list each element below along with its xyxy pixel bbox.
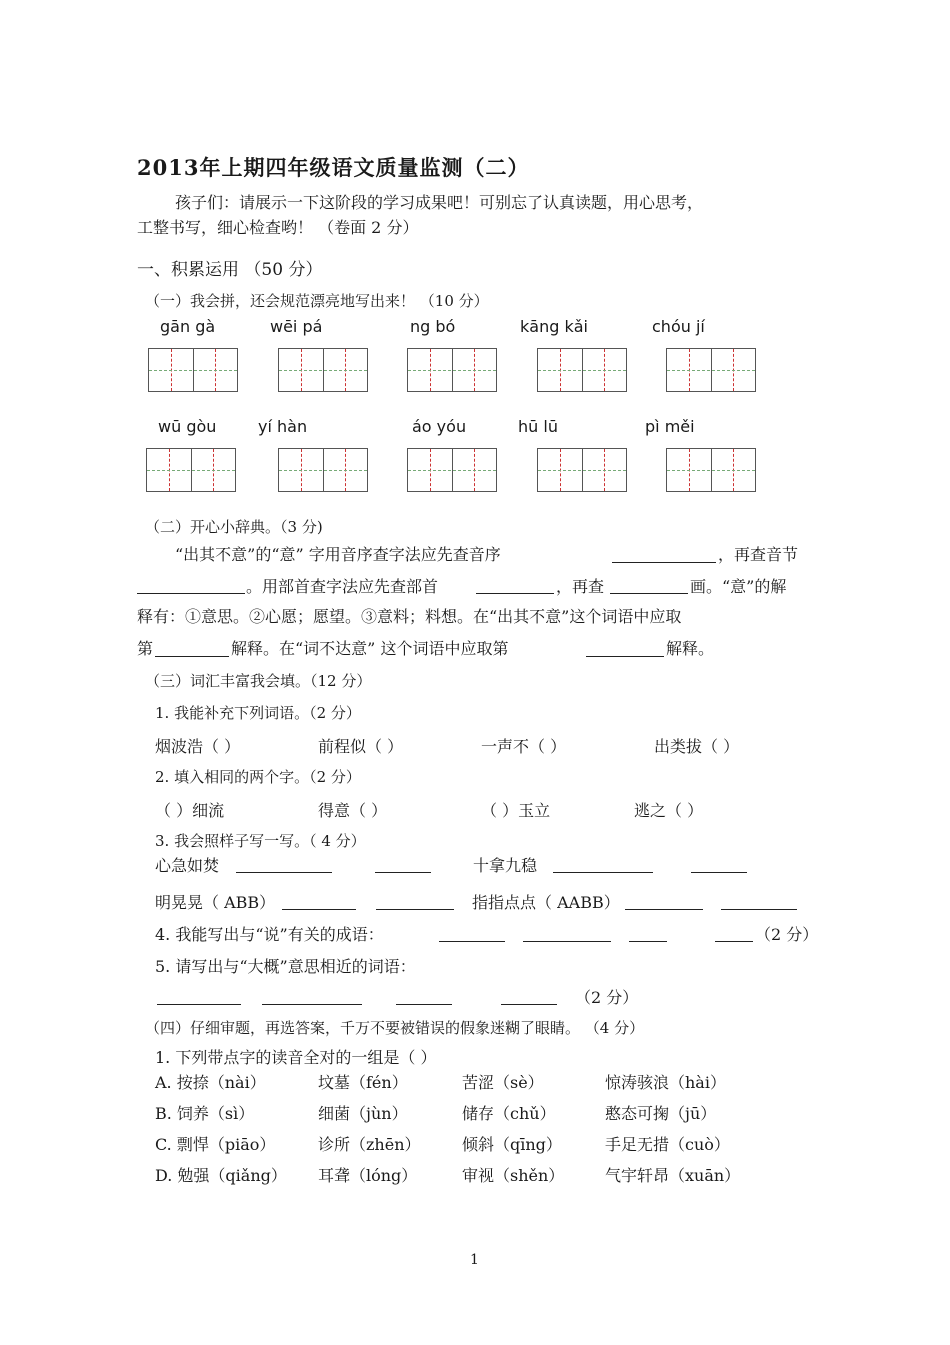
writing-grid[interactable] (278, 448, 368, 492)
option-c-4: 手足无措（cuò） (605, 1135, 730, 1154)
answer-blank[interactable] (523, 940, 611, 942)
intro-line-2: 工整书写，细心检查哟！ （卷面 2 分） (137, 218, 419, 237)
q3-2-item[interactable]: （ ）细流 (155, 801, 225, 820)
answer-blank[interactable] (155, 655, 229, 657)
q3-2-item[interactable]: 逃之（ ） (634, 801, 704, 820)
section-1-heading: 一、积累运用 （50 分） (137, 260, 323, 280)
dict-line-2a: 。用部首查字法应先查部首 (246, 577, 439, 596)
answer-blank[interactable] (721, 908, 797, 910)
q3-5-score: （2 分） (575, 988, 639, 1007)
dict-line-2c: 画。“意”的解 (690, 577, 787, 596)
q3-5-label: 5. 请写出与“大概”意思相近的词语： (155, 957, 416, 976)
q3-3-example-4: 指指点点（ AABB） (472, 893, 620, 912)
part-2-heading: （二）开心小辞典。（3 分) (145, 518, 323, 536)
answer-blank[interactable] (691, 871, 747, 873)
answer-blank[interactable] (157, 1003, 241, 1005)
q3-1-item[interactable]: 一声不（ ） (481, 737, 567, 756)
answer-blank[interactable] (625, 908, 703, 910)
part-3-heading: （三）词汇丰富我会填。（12 分） (145, 672, 372, 690)
answer-blank[interactable] (376, 908, 454, 910)
q4-1-label: 1. 下列带点字的读音全对的一组是（ ） (155, 1048, 437, 1067)
q3-4-score: （2 分） (755, 925, 819, 944)
option-b-4: 憨态可掬（jū） (605, 1104, 717, 1123)
writing-grid[interactable] (146, 448, 236, 492)
pinyin-1-2: wēi pá (270, 317, 323, 336)
writing-grid[interactable] (278, 348, 368, 392)
pinyin-2-4: hū lū (518, 417, 558, 436)
q3-2-item[interactable]: （ ）玉立 (481, 801, 551, 820)
option-d-1: D. 勉强（qiǎng） (155, 1166, 287, 1185)
pinyin-1-4: kāng kǎi (520, 317, 588, 336)
writing-grid[interactable] (407, 348, 497, 392)
page-number: 1 (470, 1252, 479, 1268)
option-c-3: 倾斜（qīng） (462, 1135, 562, 1154)
pinyin-2-5: pì měi (645, 417, 695, 436)
answer-blank[interactable] (612, 561, 716, 563)
option-d-4: 气宇轩昂（xuān） (605, 1166, 741, 1185)
answer-blank[interactable] (375, 871, 431, 873)
dict-line-3: 释有：①意思。②心愿；愿望。③意料；料想。在“出其不意”这个词语中应取 (137, 607, 682, 626)
pinyin-1-5: chóu jí (652, 317, 705, 336)
pinyin-1-3: ng bó (410, 317, 456, 336)
option-a-3: 苦涩（sè） (462, 1073, 544, 1092)
q3-1-item[interactable]: 烟波浩（ ） (155, 737, 241, 756)
q3-3-example-3: 明晃晃（ ABB） (155, 893, 276, 912)
answer-blank[interactable] (610, 592, 688, 594)
writing-grid[interactable] (407, 448, 497, 492)
option-b-2: 细菌（jùn） (318, 1104, 408, 1123)
dict-line-4c: 解释。 (666, 639, 715, 658)
writing-grid[interactable] (537, 448, 627, 492)
answer-blank[interactable] (586, 655, 664, 657)
q3-4-label: 4. 我能写出与“说”有关的成语： (155, 925, 384, 944)
option-b-1: B. 饲养（sì） (155, 1104, 255, 1123)
dict-line-1b: ，再查音节 (718, 545, 799, 564)
answer-blank[interactable] (282, 908, 356, 910)
pinyin-2-3: áo yóu (412, 417, 467, 436)
answer-blank[interactable] (236, 871, 332, 873)
part-4-heading: （四）仔细审题，再选答案，千万不要被错误的假象迷糊了眼睛。 （4 分） (145, 1019, 645, 1037)
pinyin-2-2: yí hàn (258, 417, 308, 436)
option-c-2: 诊所（zhēn） (318, 1135, 421, 1154)
option-a-2: 坟墓（fén） (318, 1073, 408, 1092)
dict-line-2b: ，再查 (556, 577, 605, 596)
answer-blank[interactable] (439, 940, 505, 942)
option-c-1: C. 剽悍（piāo） (155, 1135, 276, 1154)
option-d-2: 耳聋（lóng） (318, 1166, 418, 1185)
answer-blank[interactable] (262, 1003, 362, 1005)
answer-blank[interactable] (629, 940, 667, 942)
intro-line-1: 孩子们：请展示一下这阶段的学习成果吧！可别忘了认真读题，用心思考， (175, 193, 704, 212)
option-a-1: A. 按捺（nài） (155, 1073, 266, 1092)
q3-1-item[interactable]: 出类拔（ ） (654, 737, 740, 756)
answer-blank[interactable] (501, 1003, 557, 1005)
q3-3-label: 3. 我会照样子写一写。（ 4 分） (155, 832, 366, 850)
q3-3-example-2: 十拿九稳 (473, 856, 538, 875)
q3-2-item[interactable]: 得意（ ） (318, 801, 388, 820)
writing-grid[interactable] (148, 348, 238, 392)
dict-line-4a: 第 (137, 639, 154, 658)
answer-blank[interactable] (715, 940, 753, 942)
writing-grid[interactable] (666, 348, 756, 392)
q3-1-item[interactable]: 前程似（ ） (318, 737, 404, 756)
option-a-4: 惊涛骇浪（hài） (605, 1073, 726, 1092)
dict-line-4b: 解释。在“词不达意” 这个词语中应取第 (231, 639, 509, 658)
option-d-3: 审视（shěn） (462, 1166, 565, 1185)
q3-3-example-1: 心急如焚 (155, 856, 220, 875)
writing-grid[interactable] (537, 348, 627, 392)
pinyin-2-1: wū gòu (158, 417, 217, 436)
option-b-3: 储存（chǔ） (462, 1104, 556, 1123)
answer-blank[interactable] (396, 1003, 452, 1005)
answer-blank[interactable] (476, 592, 554, 594)
page-title: 2013年上期四年级语文质量监测（二） (137, 155, 530, 180)
answer-blank[interactable] (553, 871, 653, 873)
answer-blank[interactable] (137, 592, 245, 594)
q3-1-label: 1. 我能补充下列词语。（2 分） (155, 704, 361, 722)
writing-grid[interactable] (666, 448, 756, 492)
q3-2-label: 2. 填入相同的两个字。（2 分） (155, 768, 361, 786)
pinyin-1-1: gān gà (160, 317, 216, 336)
dict-line-1: “出其不意”的“意” 字用音序查字法应先查音序 (175, 545, 501, 564)
part-1-heading: （一）我会拼，还会规范漂亮地写出来！ （10 分） (145, 292, 489, 310)
